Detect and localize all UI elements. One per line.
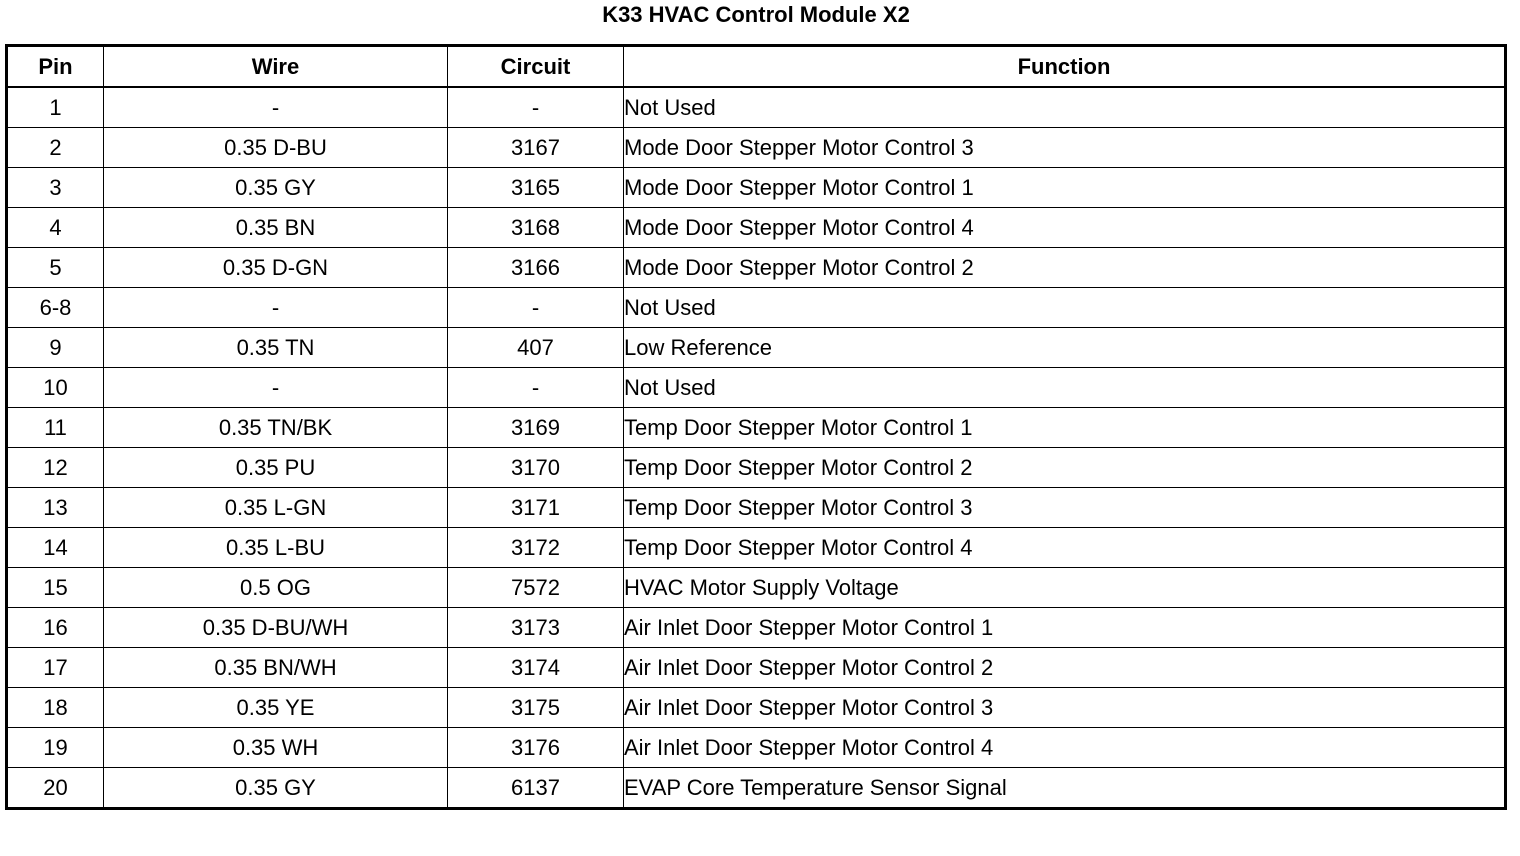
table-row: [7, 648, 1506, 688]
table-row: [7, 728, 1506, 768]
table-row: [7, 488, 1506, 528]
pin-cell: 10: [7, 368, 104, 408]
pin-cell: 9: [7, 328, 104, 368]
header-circuit: Circuit: [448, 46, 624, 88]
table-row: [7, 528, 1506, 568]
header-function: Function: [624, 46, 1506, 88]
circuit-cell: 3165: [448, 168, 624, 208]
function-cell: Temp Door Stepper Motor Control 2: [624, 448, 1506, 488]
pin-cell: 6-8: [7, 288, 104, 328]
circuit-cell: 3170: [448, 448, 624, 488]
table-row: [7, 168, 1506, 208]
pin-cell: 17: [7, 648, 104, 688]
function-cell: EVAP Core Temperature Sensor Signal: [624, 768, 1506, 809]
header-wire: Wire: [104, 46, 448, 88]
wire-cell: 0.35 BN/WH: [104, 648, 448, 688]
pin-cell: 16: [7, 608, 104, 648]
pinout-table: [5, 44, 1507, 810]
wire-cell: 0.35 L-BU: [104, 528, 448, 568]
circuit-cell: 7572: [448, 568, 624, 608]
table-row: [7, 248, 1506, 288]
wire-cell: 0.35 D-BU/WH: [104, 608, 448, 648]
function-cell: Mode Door Stepper Motor Control 3: [624, 128, 1506, 168]
pin-cell: 2: [7, 128, 104, 168]
wire-cell: -: [104, 288, 448, 328]
function-cell: Not Used: [624, 368, 1506, 408]
circuit-cell: 3174: [448, 648, 624, 688]
circuit-cell: 3168: [448, 208, 624, 248]
table-row: [7, 688, 1506, 728]
pin-cell: 20: [7, 768, 104, 809]
function-cell: Temp Door Stepper Motor Control 1: [624, 408, 1506, 448]
wire-cell: -: [104, 368, 448, 408]
wire-cell: 0.35 D-BU: [104, 128, 448, 168]
function-cell: Mode Door Stepper Motor Control 2: [624, 248, 1506, 288]
function-cell: Mode Door Stepper Motor Control 4: [624, 208, 1506, 248]
wire-cell: 0.35 TN: [104, 328, 448, 368]
pin-cell: 15: [7, 568, 104, 608]
wire-cell: 0.5 OG: [104, 568, 448, 608]
wire-cell: 0.35 PU: [104, 448, 448, 488]
wire-cell: 0.35 YE: [104, 688, 448, 728]
function-cell: Temp Door Stepper Motor Control 3: [624, 488, 1506, 528]
wire-cell: 0.35 L-GN: [104, 488, 448, 528]
pin-cell: 1: [7, 87, 104, 128]
header-pin: Pin: [7, 46, 104, 88]
function-cell: Not Used: [624, 87, 1506, 128]
function-cell: Not Used: [624, 288, 1506, 328]
circuit-cell: 3173: [448, 608, 624, 648]
function-cell: Air Inlet Door Stepper Motor Control 4: [624, 728, 1506, 768]
pin-cell: 14: [7, 528, 104, 568]
table-row: [7, 208, 1506, 248]
pin-cell: 11: [7, 408, 104, 448]
function-cell: Temp Door Stepper Motor Control 4: [624, 528, 1506, 568]
circuit-cell: 3175: [448, 688, 624, 728]
table-row: [7, 768, 1506, 809]
table-row: [7, 448, 1506, 488]
circuit-cell: -: [448, 288, 624, 328]
circuit-cell: 407: [448, 328, 624, 368]
circuit-cell: 3171: [448, 488, 624, 528]
function-cell: Mode Door Stepper Motor Control 1: [624, 168, 1506, 208]
circuit-cell: 3176: [448, 728, 624, 768]
wire-cell: 0.35 GY: [104, 168, 448, 208]
table-row: [7, 328, 1506, 368]
pin-cell: 18: [7, 688, 104, 728]
function-cell: Air Inlet Door Stepper Motor Control 1: [624, 608, 1506, 648]
pin-cell: 19: [7, 728, 104, 768]
table-header-row: [7, 46, 1506, 88]
circuit-cell: -: [448, 368, 624, 408]
pin-cell: 4: [7, 208, 104, 248]
table-row: [7, 568, 1506, 608]
circuit-cell: 3172: [448, 528, 624, 568]
function-cell: Air Inlet Door Stepper Motor Control 2: [624, 648, 1506, 688]
wire-cell: 0.35 BN: [104, 208, 448, 248]
pin-cell: 12: [7, 448, 104, 488]
table-row: [7, 608, 1506, 648]
circuit-cell: -: [448, 87, 624, 128]
table-row: [7, 368, 1506, 408]
table-row: [7, 408, 1506, 448]
table-row: [7, 288, 1506, 328]
wire-cell: -: [104, 87, 448, 128]
circuit-cell: 6137: [448, 768, 624, 809]
pin-cell: 5: [7, 248, 104, 288]
circuit-cell: 3169: [448, 408, 624, 448]
wire-cell: 0.35 WH: [104, 728, 448, 768]
function-cell: Low Reference: [624, 328, 1506, 368]
wire-cell: 0.35 GY: [104, 768, 448, 809]
pin-cell: 13: [7, 488, 104, 528]
function-cell: Air Inlet Door Stepper Motor Control 3: [624, 688, 1506, 728]
pin-cell: 3: [7, 168, 104, 208]
table-row: [7, 87, 1506, 128]
circuit-cell: 3166: [448, 248, 624, 288]
page-title: K33 HVAC Control Module X2: [602, 2, 910, 27]
table-body: [7, 87, 1506, 809]
wire-cell: 0.35 TN/BK: [104, 408, 448, 448]
function-cell: HVAC Motor Supply Voltage: [624, 568, 1506, 608]
circuit-cell: 3167: [448, 128, 624, 168]
wire-cell: 0.35 D-GN: [104, 248, 448, 288]
table-row: [7, 128, 1506, 168]
